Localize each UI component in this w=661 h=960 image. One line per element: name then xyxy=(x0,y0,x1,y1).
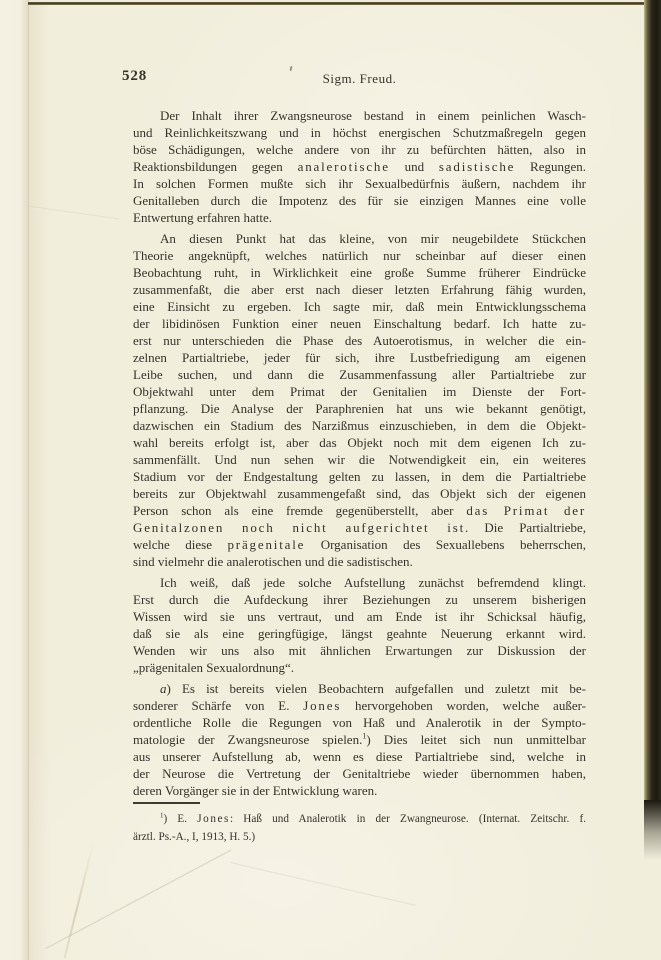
text-line: Wenden wir uns also mit ähnlichen Erwartungen zur Diskussion der xyxy=(133,643,586,658)
text-line: Genitalzonen noch nicht aufgerichtet ist. Die Partialtriebe, xyxy=(133,520,586,535)
emphasized-spaced-text: analerotische xyxy=(297,159,390,174)
text-line: bereits zur Objektwahl zusammengefaßt sind, das Objekt sich der eigenen xyxy=(133,486,586,501)
running-head: Sigm. Freud. xyxy=(322,71,397,86)
footnote-marker: 1 xyxy=(362,731,367,741)
text-line: In solchen Formen mußte sich ihr Sexualbedürfnis äußern, nachdem ihr xyxy=(133,176,586,191)
book-right-edge-fade xyxy=(644,800,661,860)
page-number: 528 xyxy=(122,68,148,84)
text-line: daß sie als eine geringfügige, längst geahnte Neuerung erkannt wird. xyxy=(133,626,586,641)
text-line: Wissen wird sie uns vertraut, und am Ende ist ihr Schicksal häufig, xyxy=(133,609,586,624)
paragraph xyxy=(133,680,586,799)
text-line: böse Schädigungen, welche andere von ihr zu befürchten hätten, also in xyxy=(133,142,586,157)
text-line: wahl bereits erfolgt ist, aber das Objekt noch mit dem eigenen Ich zu- xyxy=(133,435,586,450)
text-line: pflanzung. Die Analyse der Paraphrenien hat uns wie bekannt genötigt, xyxy=(133,401,586,416)
text-line: der Neurose die Vertretung der Genitaltriebe wieder übernommen haben, xyxy=(133,766,586,781)
text-line: Erst durch die Aufdeckung ihrer Beziehungen zu unserem bisherigen xyxy=(133,592,586,607)
text-line: der libidinösen Funktion einer neuen Einschaltung bedarf. Ich hatte zu- xyxy=(133,316,586,331)
emphasized-spaced-text: das Primat der xyxy=(466,503,586,518)
text-line: sind vielmehr die analerotischen und die sadistischen. xyxy=(133,554,413,569)
text-line: An diesen Punkt hat das kleine, von mir neugebildete Stückchen xyxy=(160,231,586,246)
italic-text: a xyxy=(160,681,167,696)
emphasized-spaced-text: Jones xyxy=(303,698,342,713)
text-line: und Reinlichkeitszwang und in höchst energischen Schutzmaßregeln gegen xyxy=(133,125,586,140)
text-line: aus unserer Aufstellung ab, wenn es diese Partialtriebe sind, welche in xyxy=(133,749,586,764)
text-line: Beobachtung ruht, in Wirklichkeit eine große Summe früherer Eindrücke xyxy=(133,265,586,280)
emphasized-spaced-text: Jones xyxy=(197,813,230,825)
text-line: zusammenfaßt, die aber erst nach dieser letzten Erfahrung fähig wurden, xyxy=(133,282,586,297)
text-line: eine Einsicht zu ergeben. Ich sagte mir, daß mein Entwicklungsschema xyxy=(133,299,586,314)
paragraph xyxy=(133,574,586,676)
text-line: sonderer Schärfe von E. Jones hervorgehoben worden, welche außer- xyxy=(133,698,586,713)
emphasized-spaced-text: sadistische xyxy=(438,159,516,174)
footnote-marker: 1 xyxy=(160,811,164,820)
text-line: Person schon als eine fremde gegenüberstellt, aber das Primat der xyxy=(133,503,586,518)
footnote-rule xyxy=(133,802,200,804)
emphasized-spaced-text: prägenitale xyxy=(227,537,306,552)
paragraph xyxy=(133,107,586,226)
text-line: Theorie angeknüpft, welches natürlich nur scheinbar auf dieser einen xyxy=(133,248,586,263)
text-line: dazwischen ein Stadium des Narzißmus einzuschieben, in dem die Objekt- xyxy=(133,418,586,433)
book-top-edge xyxy=(28,2,661,5)
text-line: Stadium vor der Endgestaltung gelten zu lassen, in dem die Partialtriebe xyxy=(133,469,586,484)
text-line: ordentliche Rolle die Regungen von Haß und Analerotik in der Sympto- xyxy=(133,715,586,730)
body-text xyxy=(133,107,586,799)
text-line: Ich weiß, daß jede solche Aufstellung zunächst befremdend klingt. xyxy=(160,575,586,590)
text-line: deren Vorgänger sie in der Entwicklung waren. xyxy=(133,783,378,798)
text-line: Leibe suchen, und dann die Zusammenfassung aller Partialtriebe zur xyxy=(133,367,586,382)
text-line: Reaktionsbildungen gegen analerotische und sadistische Regungen. xyxy=(133,159,586,174)
paragraph xyxy=(133,230,586,570)
text-line: zelnen Partialtriebe, jeder für sich, ihre Lustbefriedigung am eigenen xyxy=(133,350,586,365)
text-line: $^1$) E. Jones: Haß und Analerotik in der Zwangneurose. (Internat. Zeitschr. f. xyxy=(160,811,586,825)
text-line: sammenfällt. Und nun sehen wir die Notwendigkeit ein, ein weiteres xyxy=(133,452,586,467)
text-line: Entwertung erfahren hatte. xyxy=(133,210,272,225)
book-right-edge-shadow xyxy=(644,0,661,800)
underlying-page-edge xyxy=(0,0,29,960)
text-line: Objektwahl unter dem Primat der Genitalien im Dienste der Fort- xyxy=(133,384,586,399)
text-line: „prägenitalen Sexualordnung“. xyxy=(133,660,294,675)
text-line: a) Es ist bereits vielen Beobachtern aufgefallen und zuletzt mit be- xyxy=(160,681,586,696)
text-line: erst nur unterschieden die Phase des Autoerotismus, in welcher die ein- xyxy=(133,333,586,348)
emphasized-spaced-text: Genitalzonen noch nicht aufgerichtet ist xyxy=(133,520,466,535)
text-line: ärztl. Ps.-A., I, 1913, H. 5.) xyxy=(133,831,256,843)
footnote xyxy=(133,810,586,846)
text-line: matologie der Zwangsneurose spielen.$^1$) Dies leitet sich nun unmittelbar xyxy=(133,731,586,747)
text-line: Genitalleben durch die Impotenz des für sie einzigen Mannes eine volle xyxy=(133,193,586,208)
text-line: Der Inhalt ihrer Zwangsneurose bestand in einem peinlichen Wasch- xyxy=(160,108,586,123)
text-line: welche diese prägenitale Organisation des Sexuallebens beherrschen, xyxy=(133,537,586,552)
